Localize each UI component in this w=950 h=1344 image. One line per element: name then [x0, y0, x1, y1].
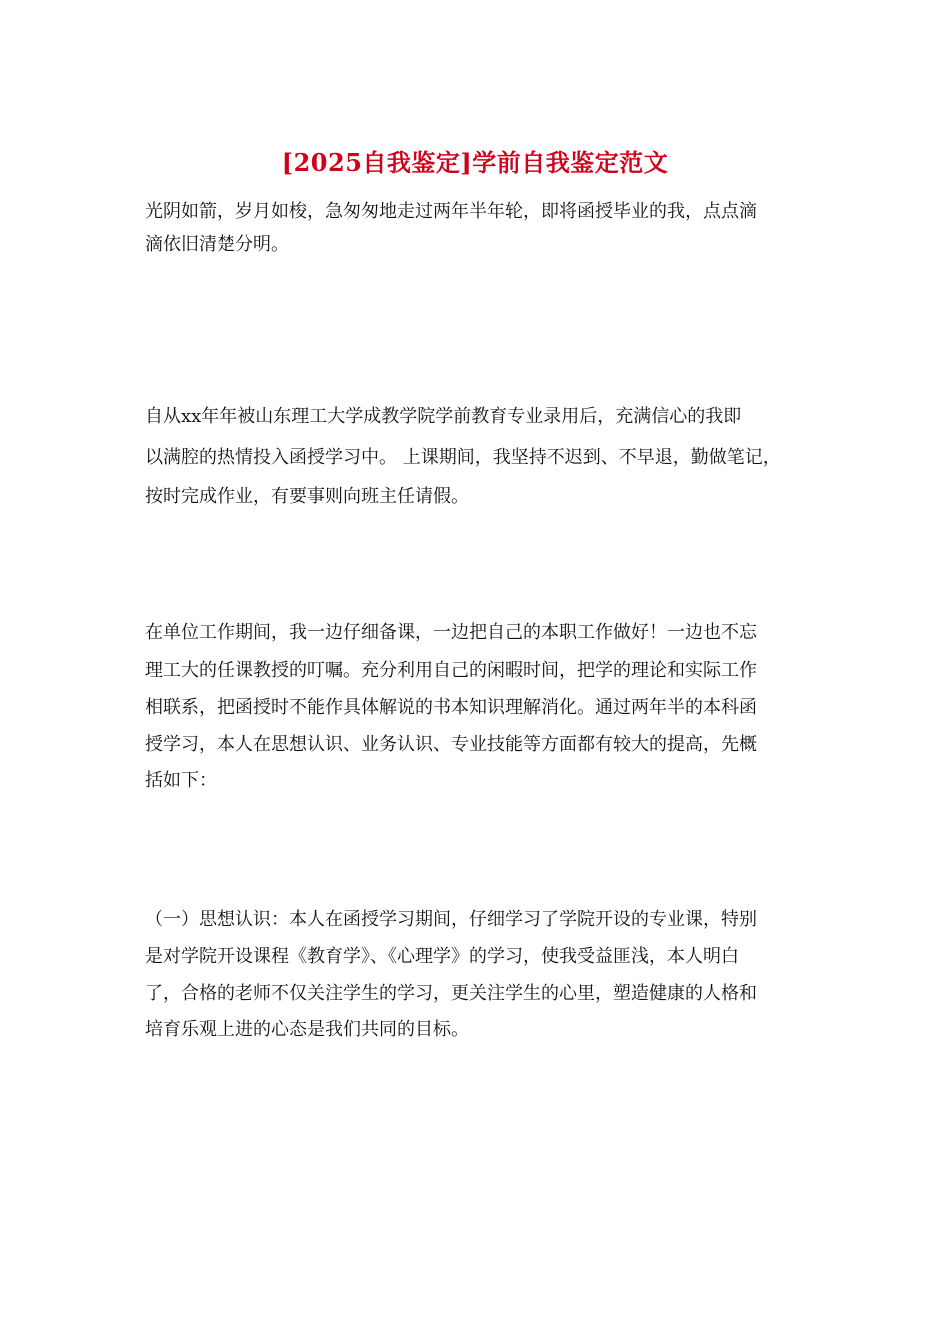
paragraph-2-line-2: 以满腔的热情投入函授学习中。 上课期间，我坚持不迟到、不早退，勤做笔记， [145, 447, 781, 468]
document-title: [2025自我鉴定]学前自我鉴定范文 [281, 148, 669, 177]
paragraph-4-line-2: 是对学院开设课程《教育学》、《心理学》的学习，使我受益匪浅，本人明白 [145, 946, 739, 967]
paragraph-4-line-3: 了，合格的老师不仅关注学生的学习，更关注学生的心里，塑造健康的人格和 [145, 983, 757, 1004]
paragraph-2-line-1: 自从xx年年被山东理工大学成教学院学前教育专业录用后，充满信心的我即 [145, 406, 742, 427]
paragraph-3-line-2: 理工大的任课教授的叮嘱。充分利用自己的闲暇时间，把学的理论和实际工作 [145, 660, 757, 681]
paragraph-4-line-1: （一）思想认识：本人在函授学习期间，仔细学习了学院开设的专业课，特别 [145, 909, 757, 930]
paragraph-4-line-4: 培育乐观上进的心态是我们共同的目标。 [145, 1019, 469, 1040]
paragraph-3-line-5: 括如下： [145, 770, 217, 791]
paragraph-1-line-2: 滴依旧清楚分明。 [145, 234, 289, 255]
paragraph-3-line-1: 在单位工作期间，我一边仔细备课，一边把自己的本职工作做好！一边也不忘 [145, 622, 757, 643]
paragraph-2-line-3: 按时完成作业，有要事则向班主任请假。 [145, 486, 469, 507]
paragraph-3-line-4: 授学习，本人在思想认识、业务认识、专业技能等方面都有较大的提高，先概 [145, 734, 757, 755]
paragraph-1-line-1: 光阴如箭，岁月如梭，急匆匆地走过两年半年轮，即将函授毕业的我，点点滴 [145, 201, 757, 222]
paragraph-3-line-3: 相联系，把函授时不能作具体解说的书本知识理解消化。通过两年半的本科函 [145, 697, 757, 718]
